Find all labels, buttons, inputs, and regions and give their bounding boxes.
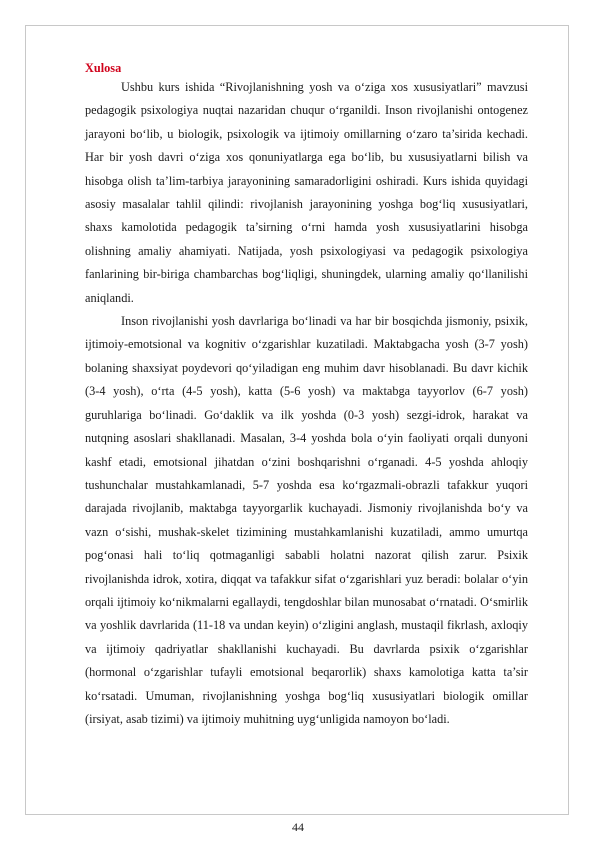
page-content (85, 60, 528, 731)
paragraph-2: Inson rivojlanishi yosh davrlariga bo‘linadi va har bir bosqichda jismoniy, psixik, ijtimoiy-emotsional va kognitiv o‘zgarishlar kuzatiladi. Maktabgacha yosh (3-7 yosh) bolaning shaxsiyat poydevori qo‘yiladigan eng muhim davr hisoblanadi. Bu davr kichik (3-4 yosh), o‘rta (4-5 yosh), katta (5-6 yosh) va maktabga tayyorlov (6-7 yosh) guruhlariga bo‘linadi. Go‘daklik va ilk yoshda (0-3 yosh) sezgi-idrok, harakat va nutqning asoslari shakllanadi. Masalan, 3-4 yoshda bola o‘yin faoliyati orqali dunyoni kashf etadi, emotsional jihatdan o‘zini boshqarishni o‘rganadi. 4-5 yoshda ahloqiy tushunchalar mustahkamlanadi, 5-7 yoshda esa ko‘rgazmali-obrazli tafakkur yuqori darajada rivojlanib, maktabga tayyorgarlik kuchayadi. Jismoniy rivojlanishda bo‘y va vazn o‘sishi, mushak-skelet tizimining mustahkamlanishi kuzatiladi, ammo umurtqa pog‘onasi hali to‘liq qotmaganligi sababli holatni nazorat qilish zarur. Psixik rivojlanishda idrok, xotira, diqqat va tafakkur sifat o‘zgarishlari yuz beradi: bolalar o‘yin orqali ijtimoiy ko‘nikmalarni egallaydi, tengdoshlar bilan munosabat o‘rnatadi. O‘smirlik va yoshlik davrlarida (11-18 va undan keyin) o‘zligini anglash, mustaqil fikrlash, axloqiy va ijtimoiy qadriyatlar shakllanishi kuchayadi. Bu davrlarda psixik o‘zgarishlar (hormonal o‘zgarishlar tufayli emotsional beqarorlik) shaxs kamolotiga katta ta’sir ko‘rsatadi. Umuman, rivojlanishning yoshga bog‘liq xususiyatlari biologik omillar (irsiyat, asab tizimi) va ijtimoiy muhitning uyg‘unligida namoyon bo‘ladi. (85, 314, 528, 726)
paragraph-1: Ushbu kurs ishida “Rivojlanishning yosh va o‘ziga xos xususiyatlari” mavzusi pedagogik psixologiya nuqtai nazaridan chuqur o‘rganildi. Inson rivojlanishi ontogenez jarayoni bo‘lib, u biologik, psixologik va ijtimoiy omillarning o‘zaro ta’sirida kechadi. Har bir yosh davri o‘ziga xos qonuniyatlarga ega bo‘lib, bu xususiyatlarni bilish va hisobga olish ta’lim-tarbiya jarayonining samaradorligini oshiradi. Kurs ishida quyidagi asosiy masalalar tahlil qilindi: rivojlanish jarayonining yoshga bog‘liq xususiyatlari, shaxs kamolotida pedagogik ta’sirning o‘rni hamda yosh xususiyatlarini hisobga olishning amaliy ahamiyati. Natijada, yosh psixologiyasi va pedagogik psixologiya fanlarining bir-biriga chambarchas bog‘liqligi, shuningdek, ularning amaliy qo‘llanilishi aniqlandi. (85, 80, 528, 305)
document-page (25, 25, 569, 834)
section-heading: Xulosa (85, 61, 122, 75)
page-number: 44 (292, 820, 304, 834)
